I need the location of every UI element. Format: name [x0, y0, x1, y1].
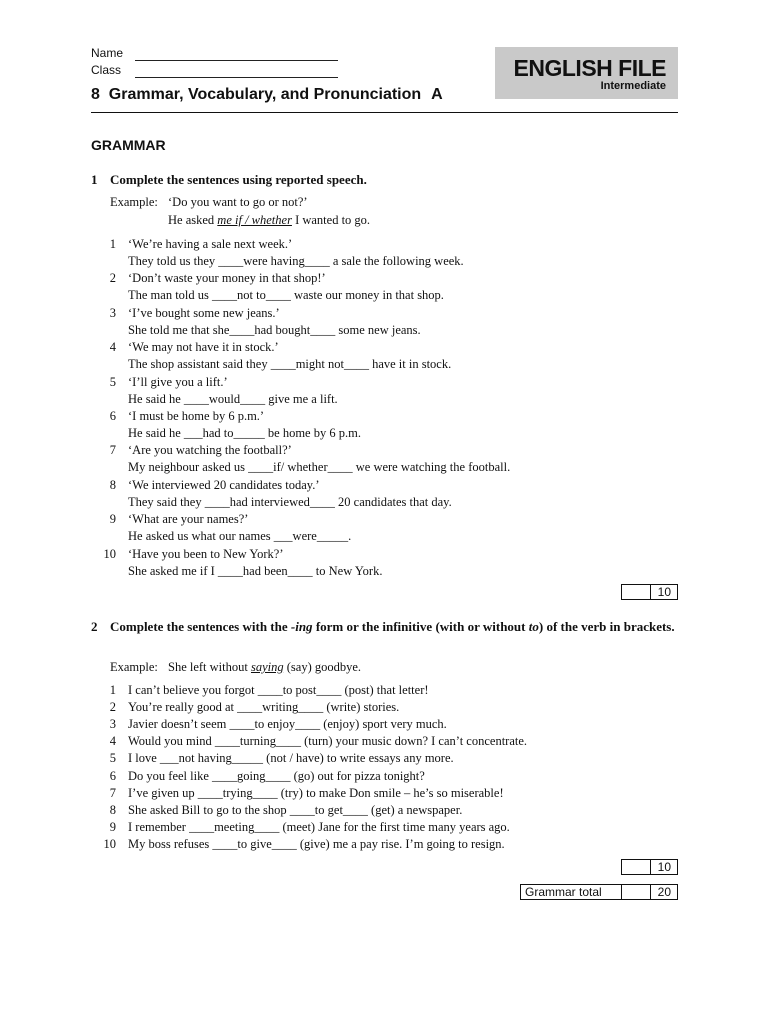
task1-item-number: 1 — [109, 237, 116, 251]
task1-score-value: 10 — [657, 585, 671, 599]
title-number: 8 — [91, 86, 100, 103]
task2-example-answer: saying — [250, 660, 284, 674]
task1-item-number: 10 — [103, 546, 116, 561]
task2-instr-c: ) of the verb in brackets. — [538, 619, 675, 634]
class-label: Class — [91, 63, 122, 77]
task2-item-number: 4 — [109, 734, 116, 749]
header-rule — [91, 112, 678, 113]
task2-item-number: 9 — [109, 819, 116, 834]
task1-example-post: I wanted to go. — [291, 213, 371, 227]
task1-item-number: 4 — [109, 340, 116, 355]
task1-item-report[interactable]: He said he ____would____ give me a lift. — [128, 391, 338, 406]
task1-item-number: 3 — [109, 305, 116, 320]
task2-score-entry[interactable] — [622, 860, 651, 874]
task1-item-number: 5 — [109, 374, 116, 389]
task2-instruction — [110, 619, 680, 635]
task2-number: 2 — [91, 619, 98, 634]
name-label: Name — [91, 46, 124, 60]
task1-example-answer-line — [168, 213, 370, 228]
task1-item-quote: ‘Are you watching the football?’ — [128, 443, 292, 458]
task1-item-number: 9 — [109, 512, 116, 527]
task1-item-report[interactable]: The man told us ____not to____ waste our money in that shop. — [128, 288, 444, 303]
title-level: A — [431, 86, 443, 103]
task2-item-sentence[interactable]: My boss refuses ____to give____ (give) me a pay rise. I’m going to resign. — [128, 836, 505, 851]
task1-item-quote: ‘We interviewed 20 candidates today.’ — [128, 477, 320, 492]
task1-item-report[interactable]: She asked me if I ____had been____ to New York. — [128, 563, 383, 578]
task2-item-number: 1 — [109, 683, 116, 697]
task2-item-number: 3 — [109, 717, 116, 732]
task1-number: 1 — [91, 172, 98, 187]
task1-example-label: Example: — [110, 195, 158, 209]
task2-item-sentence[interactable]: I can’t believe you forgot ____to post____ (post) that letter! — [128, 683, 429, 697]
task1-item-quote: ‘We’re having a sale next week.’ — [128, 237, 293, 251]
task2-item-sentence[interactable]: I remember ____meeting____ (meet) Jane for the first time many years ago. — [128, 819, 510, 834]
task2-example-line — [168, 660, 361, 675]
english-file-logo — [495, 47, 678, 99]
task1-item-quote: ‘I must be home by 6 p.m.’ — [128, 409, 265, 423]
task1-item-number: 6 — [109, 409, 116, 423]
task2-item-number: 7 — [109, 785, 116, 800]
grammar-total-label: Grammar total — [521, 885, 622, 899]
task2-example-label: Example: — [110, 660, 158, 674]
task2-item-number: 6 — [109, 768, 116, 783]
name-field[interactable] — [135, 60, 338, 61]
task2-item-sentence[interactable]: Javier doesn’t seem ____to enjoy____ (enjoy) sport very much. — [128, 717, 447, 732]
task2-instr-ing: -ing — [290, 619, 313, 634]
task1-item-report[interactable]: They told us they ____were having____ a sale the following week. — [128, 254, 464, 268]
task1-example-quote: ‘Do you want to go or not?’ — [168, 195, 308, 209]
task1-score-entry[interactable] — [622, 585, 651, 599]
task1-item-number: 2 — [109, 271, 116, 286]
section-heading: GRAMMAR — [91, 137, 166, 153]
task1-item-report[interactable]: She told me that she____had bought____ some new jeans. — [128, 322, 421, 337]
task2-example-pre: She left without — [168, 660, 251, 674]
task2-item-number: 2 — [109, 700, 116, 715]
task2-example-post: (say) goodbye. — [283, 660, 362, 674]
task1-item-quote: ‘I’ve bought some new jeans.’ — [128, 305, 280, 320]
task2-item-sentence[interactable]: Would you mind ____turning____ (turn) your music down? I can’t concentrate. — [128, 734, 528, 749]
page-title — [91, 86, 443, 104]
task1-item-report[interactable]: He said he ___had to_____ be home by 6 p.m. — [128, 426, 361, 440]
task1-item-quote: ‘Don’t waste your money in that shop!’ — [128, 271, 326, 286]
class-field[interactable] — [135, 77, 338, 78]
task2-item-number: 5 — [109, 751, 116, 766]
grammar-total-entry[interactable] — [622, 885, 651, 899]
task1-example-pre: He asked — [168, 213, 218, 227]
grammar-total-box — [520, 884, 678, 900]
task1-item-quote: ‘I’ll give you a lift.’ — [128, 374, 228, 389]
task2-item-sentence[interactable]: I love ___not having_____ (not / have) to write essays any more. — [128, 751, 454, 766]
task2-instr-b: form or the infinitive (with or without — [312, 619, 529, 634]
task2-item-sentence[interactable]: You’re really good at ____writing____ (write) stories. — [128, 700, 400, 715]
task1-item-number: 7 — [109, 443, 116, 458]
task1-instruction: Complete the sentences using reported speech. — [110, 172, 367, 187]
grammar-total-value: 20 — [657, 885, 671, 899]
task1-item-quote: ‘What are your names?’ — [128, 512, 249, 527]
task2-item-number: 10 — [103, 836, 116, 851]
title-text: Grammar, Vocabulary, and Pronunciation — [108, 86, 422, 103]
task1-item-quote: ‘We may not have it in stock.’ — [128, 340, 279, 355]
task1-item-number: 8 — [109, 477, 116, 492]
task2-instr-a: Complete the sentences with the — [110, 619, 291, 634]
task1-score-box — [621, 584, 678, 600]
task1-item-report[interactable]: He asked us what our names ___were_____. — [128, 529, 352, 544]
task1-example-answer: me if / whether — [217, 213, 292, 227]
task1-item-report[interactable]: My neighbour asked us ____if/ whether____ we were watching the football. — [128, 460, 511, 475]
task2-item-sentence[interactable]: I’ve given up ____trying____ (try) to make Don smile – he’s so miserable! — [128, 785, 504, 800]
task2-item-sentence[interactable]: She asked Bill to go to the shop ____to get____ (get) a newspaper. — [128, 802, 463, 817]
logo-sub-text: Intermediate — [600, 80, 666, 92]
task2-instr-to: to — [528, 619, 539, 634]
task2-score-box — [621, 859, 678, 875]
task1-item-report[interactable]: The shop assistant said they ____might not____ have it in stock. — [128, 357, 452, 372]
task2-score-value: 10 — [657, 860, 671, 874]
task1-item-report[interactable]: They said they ____had interviewed____ 20 candidates that day. — [128, 494, 452, 509]
task2-item-number: 8 — [109, 802, 116, 817]
task2-item-sentence[interactable]: Do you feel like ____going____ (go) out for pizza tonight? — [128, 768, 425, 783]
logo-main-text: ENGLISH FILE — [513, 55, 666, 81]
task1-item-quote: ‘Have you been to New York?’ — [128, 546, 284, 561]
